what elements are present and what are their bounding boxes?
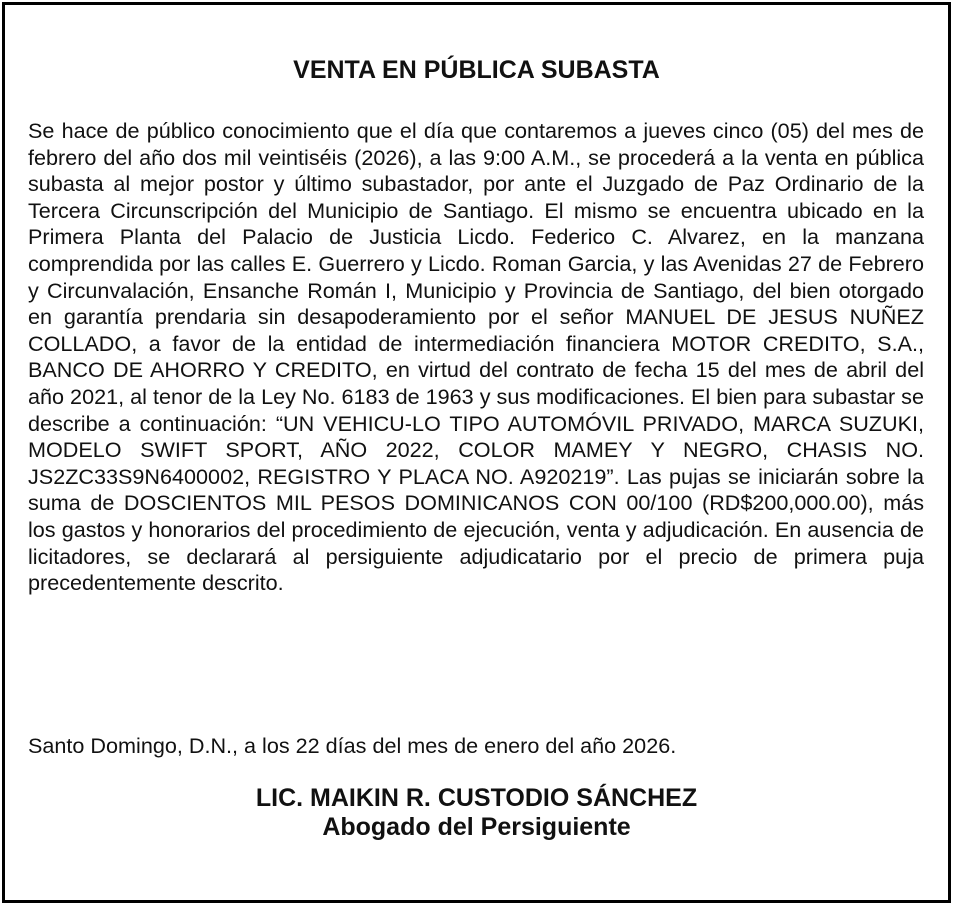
notice-date-line: Santo Domingo, D.N., a los 22 días del mes de enero del año 2026. — [28, 733, 677, 758]
signer-name: LIC. MAIKIN R. CUSTODIO SÁNCHEZ — [255, 784, 698, 812]
legal-notice — [2, 2, 951, 903]
signature-block — [5, 784, 948, 842]
notice-body: Se hace de público conocimiento que el día que contaremos a jueves cinco (05) del mes de febrero del año dos mil veintiséis (2026), a las 9:00 A.M., se procederá a la venta en pública subasta al mejor postor y último subastador, por ante el Juzgado de Paz Ordinario de la Tercera Circunscripción del Municipio de Santiago. El mismo se encuentra ubicado en la Primera Planta del Palacio de Justicia Licdo. Federico C. Alvarez, en la manzana comprendida por las calles E. Guerrero y Licdo. Roman Garcia, y las Avenidas 27 de Febrero y Circunvalación, Ensanche Román I, Municipio y Provincia de Santiago, del bien otorgado en garantía prendaria sin desapoderamiento por el señor MANUEL DE JESUS NUÑEZ COLLADO, a favor de la entidad de intermediación financiera MOTOR CREDITO, S.A., BANCO DE AHORRO Y CREDITO, en virtud del contrato de fecha 15 del mes de abril del año 2021, al tenor de la Ley No. 6183 de 1963 y sus modificaciones. El bien para subastar se describe a continuación: “UN VEHICU-LO TIPO AUTOMÓVIL PRIVADO, MARCA SUZUKI, MODELO SWIFT SPORT, AÑO 2022, COLOR MAMEY Y NEGRO, CHASIS NO. JS2ZC33S9N6400002, REGISTRO Y PLACA NO. A920219”. Las pujas se iniciarán sobre la suma de DOSCIENTOS MIL PESOS DOMINICANOS CON 00/100 (RD$200,000.00), más los gastos y honorarios del procedimiento de ejecución, venta y adjudicación. En ausencia de licitadores, se declarará al persiguiente adjudicatario por el precio de primera puja precedentemente descrito. — [28, 118, 924, 596]
notice-title: VENTA EN PÚBLICA SUBASTA — [293, 56, 660, 84]
signer-role: Abogado del Persiguiente — [322, 813, 631, 841]
